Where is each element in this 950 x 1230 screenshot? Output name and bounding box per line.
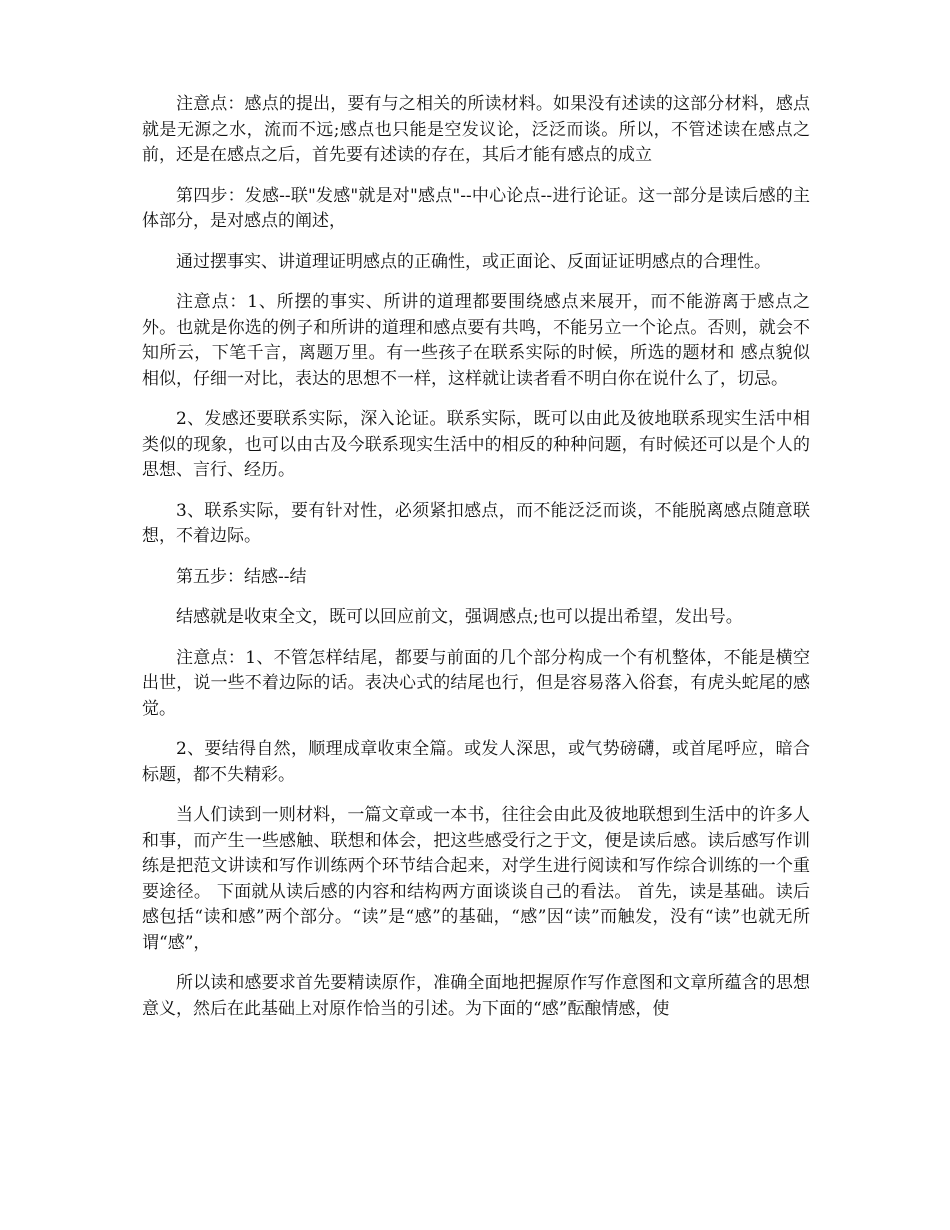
paragraph-intro: 当人们读到一则材料，一篇文章或一本书，往往会由此及彼地联想到生活中的许多人和事，而产生一些感触、联想和体会，把这些感受行之于文，便是读后感。读后感写作训练是把范文讲读和写作训练两个环节结合起来，对学生进行阅读和写作综合训练的一个重要途径。 下面就从读后感的内容和结构两方面谈谈自己的看法。 首先，读是基础。读后感包括“读和感”两个部分。“读”是“感”的基础，“感”因“读”而触发，没有“读”也就无所谓“感”， bbox=[142, 805, 810, 953]
paragraph-step-5-detail: 结感就是收束全文，既可以回应前文，强调感点;也可以提出希望，发出号。 bbox=[176, 607, 743, 627]
document-body bbox=[142, 92, 810, 1037]
paragraph-note-3-point-2: 2、要结得自然，顺理成章收束全篇。或发人深思，或气势磅礴，或首尾呼应，暗合标题，都不失精彩。 bbox=[142, 739, 810, 785]
paragraph-step-4-detail: 通过摆事实、讲道理证明感点的正确性，或正面论、反面证证明感点的合理性。 bbox=[176, 251, 771, 272]
paragraph-note-1: 注意点：感点的提出，要有与之相关的所读材料。如果没有述读的这部分材料，感点就是无源之水，流而不远;感点也只能是空发议论，泛泛而谈。所以，不管述读在感点之前，还是在感点之后，首先要有述读的存在，其后才能有感点的成立 bbox=[142, 94, 810, 165]
paragraph-reading: 所以读和感要求首先要精读原作，准确全面地把握原作写作意图和文章所蕴含的思想意义，然后在此基础上对原作恰当的引述。为下面的“感”酝酿情感，使 bbox=[142, 973, 810, 1019]
paragraph-note-2-point-1: 注意点：1、所摆的事实、所讲的道理都要围绕感点来展开，而不能游离于感点之外。也就是你选的例子和所讲的道理和感点要有共鸣，不能另立一个论点。否则，就会不知所云，下笔千言，离题万里。有一些孩子在联系实际的时候，所选的题材和 感点貌似相似，仔细一对比，表达的思想不一样，这样就让读者看不明白你在说什么了，切忌。 bbox=[142, 292, 810, 389]
paragraph-note-2-point-2: 2、发感还要联系实际，深入论证。联系实际，既可以由此及彼地联系现实生活中相类似的现象，也可以由古及今联系现实生活中的相反的种种问题，有时候还可以是个人的思想、言行、经历。 bbox=[142, 409, 810, 480]
paragraph-note-2-point-3: 3、联系实际，要有针对性，必须紧扣感点，而不能泛泛而谈，不能脱离感点随意联想，不着边际。 bbox=[142, 500, 810, 546]
paragraph-step-5: 第五步：结感--结 bbox=[176, 566, 307, 587]
paragraph-note-3-point-1: 注意点：1、不管怎样结尾，都要与前面的几个部分构成一个有机整体，不能是横空出世，说一些不着边际的话。表决心式的结尾也行，但是容易落入俗套，有虎头蛇尾的感觉。 bbox=[142, 647, 810, 719]
paragraph-step-4: 第四步：发感--联"发感"就是对"感点"--中心论点--进行论证。这一部分是读后感的主体部分，是对感点的阐述， bbox=[142, 185, 810, 231]
